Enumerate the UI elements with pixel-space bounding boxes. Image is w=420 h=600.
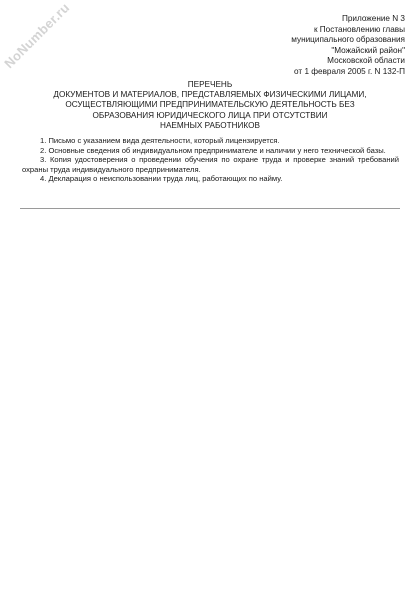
title-line: ДОКУМЕНТОВ И МАТЕРИАЛОВ, ПРЕДСТАВЛЯЕМЫХ ФИЗИЧЕСКИМИ ЛИЦАМИ,: [53, 90, 367, 100]
title-line: ОБРАЗОВАНИЯ ЮРИДИЧЕСКОГО ЛИЦА ПРИ ОТСУТСТВИИ: [92, 110, 328, 120]
title-line: ОСУЩЕСТВЛЯЮЩИМИ ПРЕДПРИНИМАТЕЛЬСКУЮ ДЕЯТЕЛЬНОСТЬ БЕЗ: [65, 100, 355, 110]
list-item: 1. Письмо с указанием вида деятельности, который лицензируется.: [40, 136, 280, 145]
appendix-header: [185, 14, 405, 78]
appendix-line: Приложение N 3: [341, 14, 405, 23]
list-item: 3. Копия удостоверения о проведении обучения по охране труда и проверке знаний требований охраны труда индивидуального предпринимателя.: [22, 155, 399, 174]
title-line: НАЕМНЫХ РАБОТНИКОВ: [160, 120, 260, 130]
watermark: NoNumber.ru: [1, 0, 73, 72]
list-item: 4. Декларация о неиспользовании труда лиц, работающих по найму.: [40, 174, 283, 184]
appendix-line: от 1 февраля 2005 г. N 132-П: [294, 66, 405, 76]
document-list: [22, 136, 399, 184]
appendix-line: "Можайский район": [331, 45, 405, 55]
title-line: ПЕРЕЧЕНЬ: [187, 80, 233, 89]
appendix-line: муниципального образования: [291, 35, 405, 45]
divider-line: [20, 208, 400, 209]
appendix-line: Московской области: [327, 56, 405, 66]
appendix-line: к Постановлению главы: [313, 24, 405, 34]
list-item: 2. Основные сведения об индивидуальном предпринимателе и наличии у него технической базы.: [40, 145, 386, 155]
document-title: [22, 80, 398, 131]
